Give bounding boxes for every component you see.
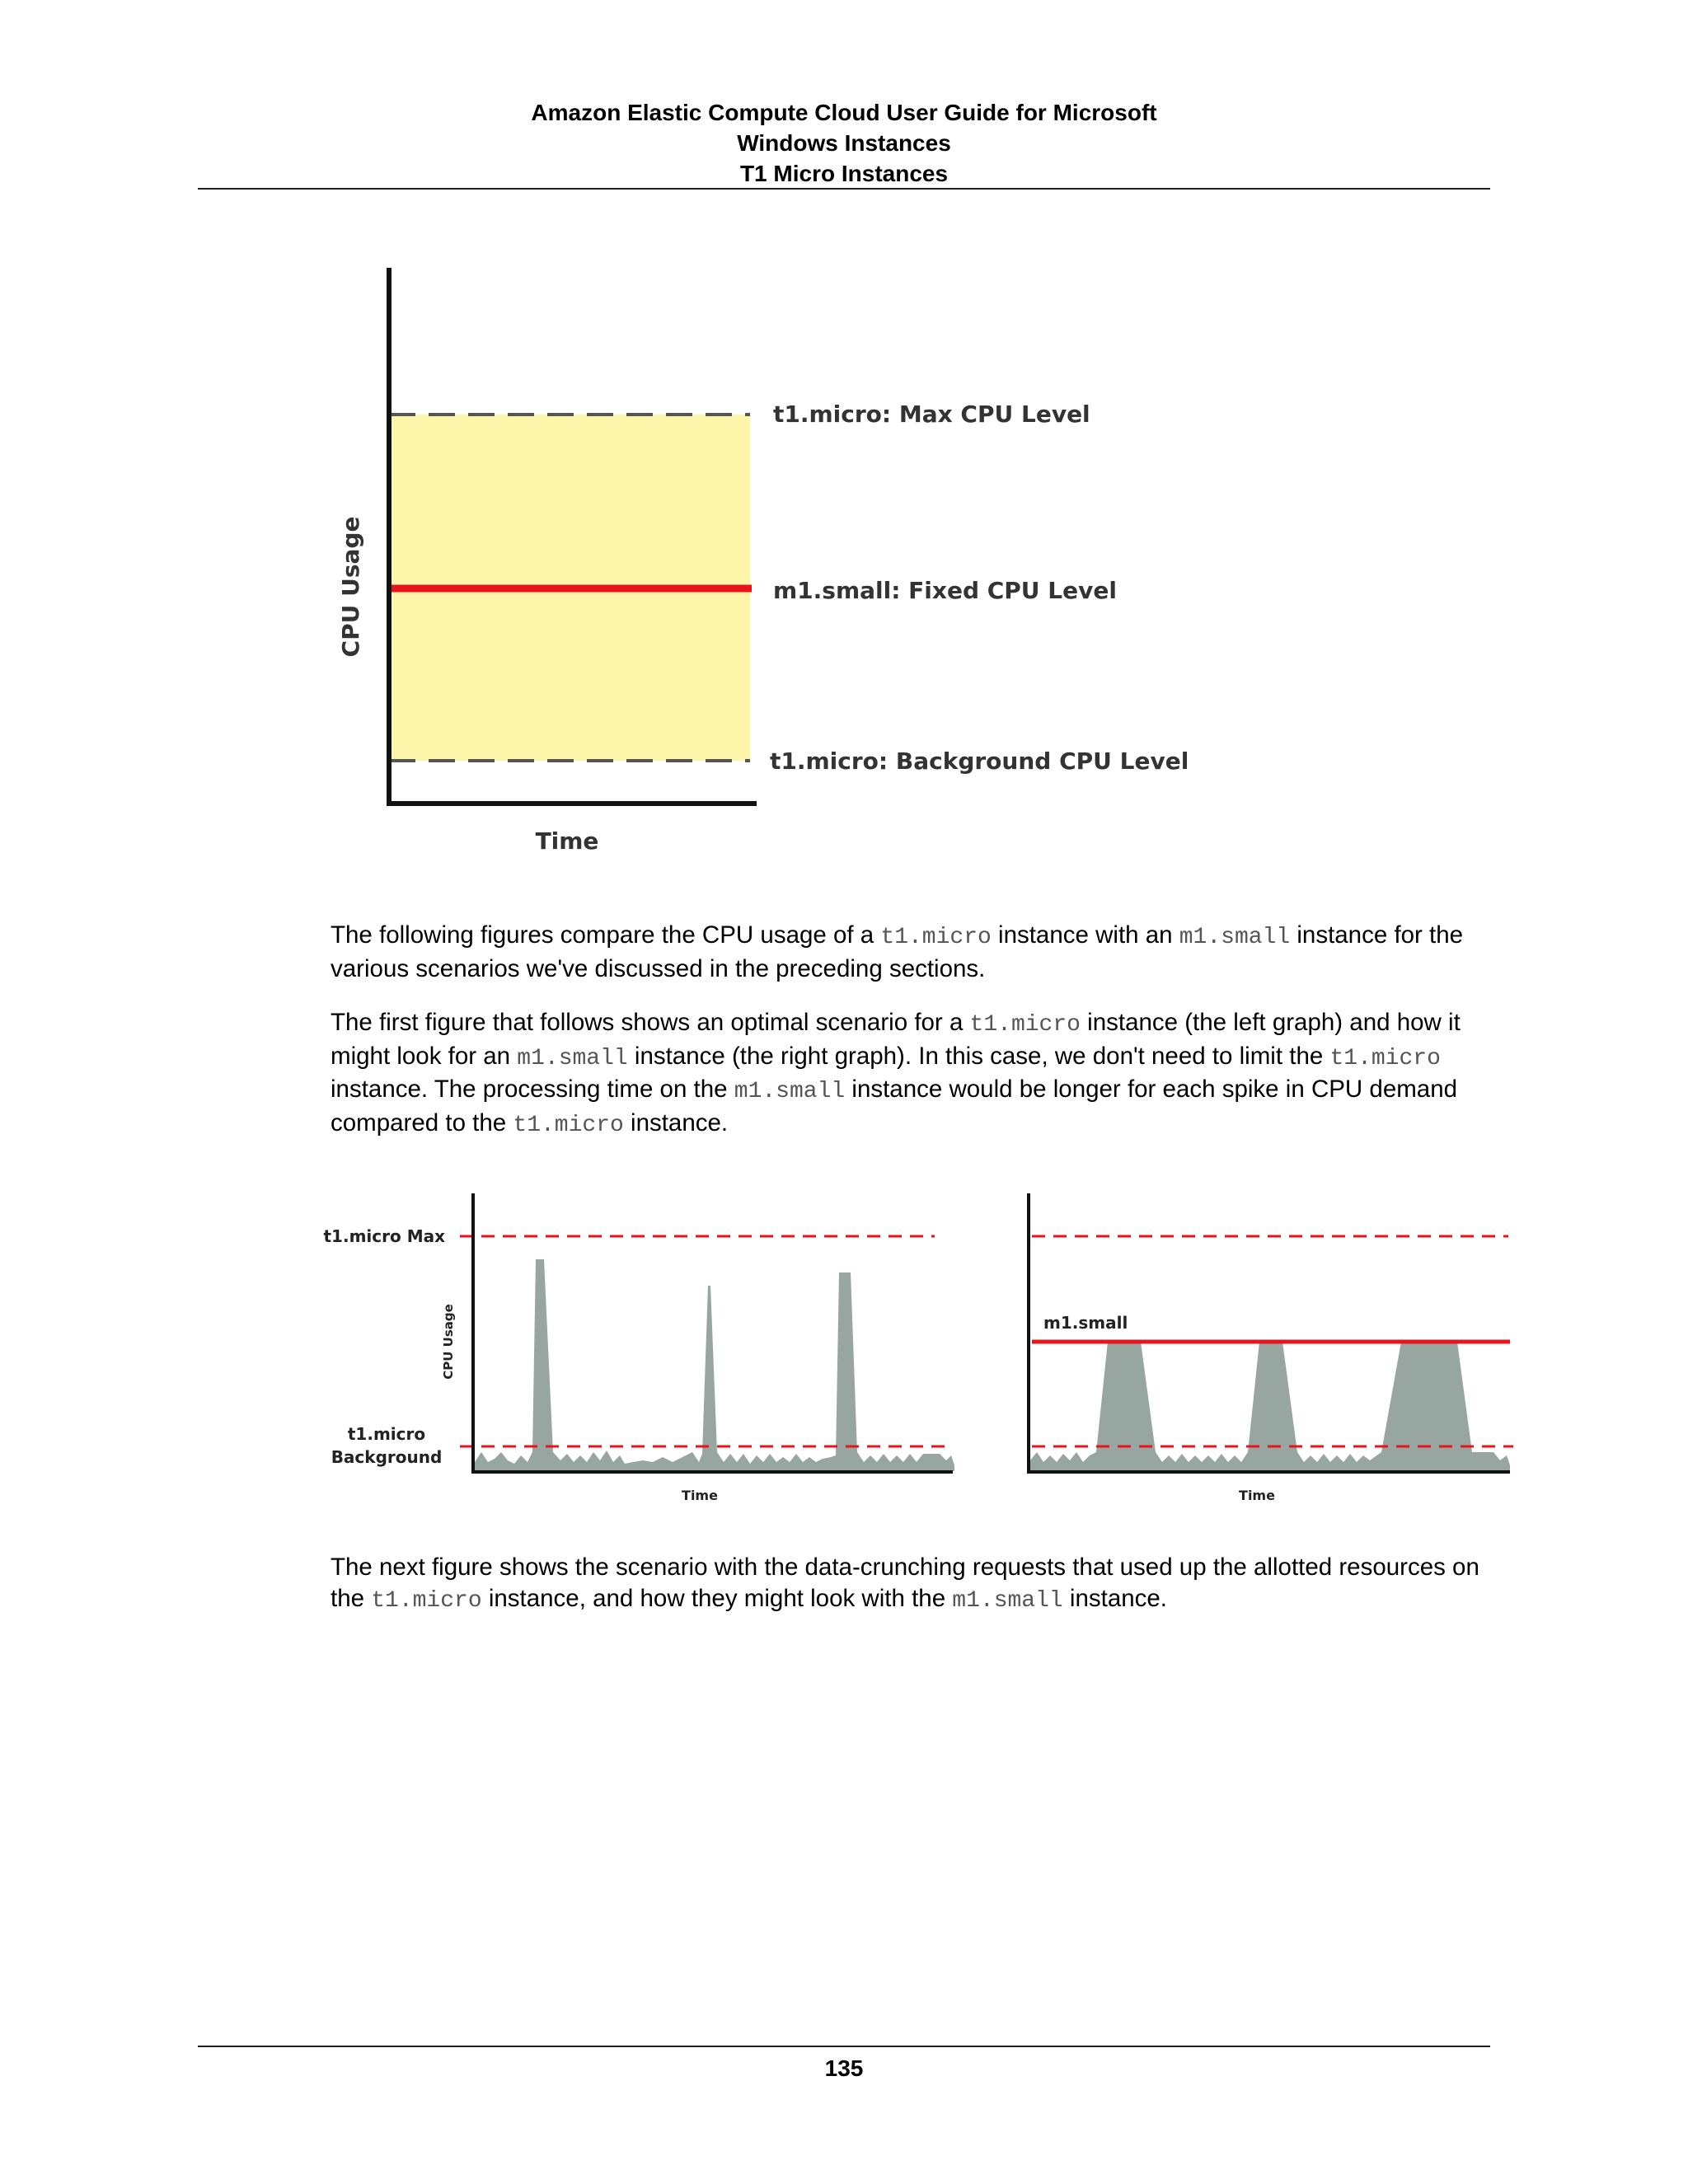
- para1-text-3: instance for the various scenarios we've discussed in the preceding sections.: [331, 921, 1464, 982]
- header-rule: [198, 188, 1490, 190]
- x-axis-label: Time: [535, 827, 599, 855]
- t1-micro-background-label-line1: t1.micro: [347, 1424, 426, 1444]
- para3-text-2: instance, and how they might look with the: [481, 1584, 953, 1612]
- para3-text-1: The next figure shows the scenario with the data-crunching requests that used up the allotted resources on the: [331, 1554, 1479, 1612]
- paragraph-next-figure: [331, 1552, 1501, 1616]
- para1-text-1: The following figures compare the CPU usage of a: [331, 921, 881, 949]
- t1-micro-cpu-area: [475, 1259, 954, 1471]
- para2-code-3: t1.micro: [1329, 1045, 1441, 1071]
- para3-code-m1-small: m1.small: [952, 1587, 1063, 1614]
- para2-code-5: t1.micro: [513, 1112, 624, 1138]
- cpu-levels-figure: [313, 247, 1253, 874]
- page-header: [0, 97, 1688, 189]
- para2-text-1: The first figure that follows shows an optimal scenario for a: [331, 1009, 970, 1036]
- para3-text-3: instance.: [1062, 1584, 1167, 1612]
- para2-text-2: instance (the left graph) and how it might look for an: [331, 1009, 1461, 1070]
- para3-code-t1-micro: t1.micro: [371, 1587, 482, 1614]
- footer-rule: [198, 2046, 1490, 2047]
- m1-small-label: m1.small: [1043, 1313, 1128, 1333]
- m1-small-cpu-area: [1030, 1342, 1510, 1471]
- para1-code-t1-micro: t1.micro: [880, 925, 992, 950]
- paragraph-comparison-intro: [331, 920, 1501, 984]
- m1-small-graph: [1027, 1193, 1513, 1503]
- y-axis-label: CPU Usage: [337, 516, 364, 658]
- para2-code-1: t1.micro: [969, 1012, 1081, 1038]
- t1-micro-max-label: t1.micro Max: [323, 1226, 445, 1246]
- para2-text-6: instance.: [623, 1108, 729, 1137]
- header-title-line2: Windows Instances: [737, 130, 951, 156]
- cpu-comparison-figure: [321, 1179, 1525, 1516]
- header-section-title: T1 Micro Instances: [739, 161, 949, 186]
- para2-text-3: instance (the right graph). In this case, we don't need to limit the: [627, 1042, 1330, 1070]
- para2-code-2: m1.small: [517, 1045, 628, 1071]
- paragraph-optimal-scenario: [331, 1007, 1501, 1141]
- max-cpu-label: t1.micro: Max CPU Level: [773, 401, 1090, 428]
- para2-text-5: instance would be longer for each spike in CPU demand compared to the: [331, 1076, 1458, 1137]
- para2-text-4: instance. The processing time on the: [331, 1076, 734, 1103]
- background-cpu-label: t1.micro: Background CPU Level: [770, 748, 1189, 775]
- page-number: 135: [824, 2055, 864, 2081]
- left-y-axis-label: CPU Usage: [441, 1304, 456, 1380]
- para2-code-4: m1.small: [734, 1079, 846, 1104]
- right-x-axis-label: Time: [1239, 1488, 1275, 1503]
- para1-code-m1-small: m1.small: [1179, 925, 1291, 950]
- para1-text-2: instance with an: [991, 921, 1179, 949]
- header-title-line1: Amazon Elastic Compute Cloud User Guide for Microsoft: [531, 100, 1157, 125]
- fixed-cpu-label: m1.small: Fixed CPU Level: [773, 577, 1117, 604]
- t1-micro-graph: [324, 1193, 955, 1503]
- t1-micro-background-label-line2: Background: [331, 1447, 443, 1467]
- left-x-axis-label: Time: [682, 1488, 718, 1503]
